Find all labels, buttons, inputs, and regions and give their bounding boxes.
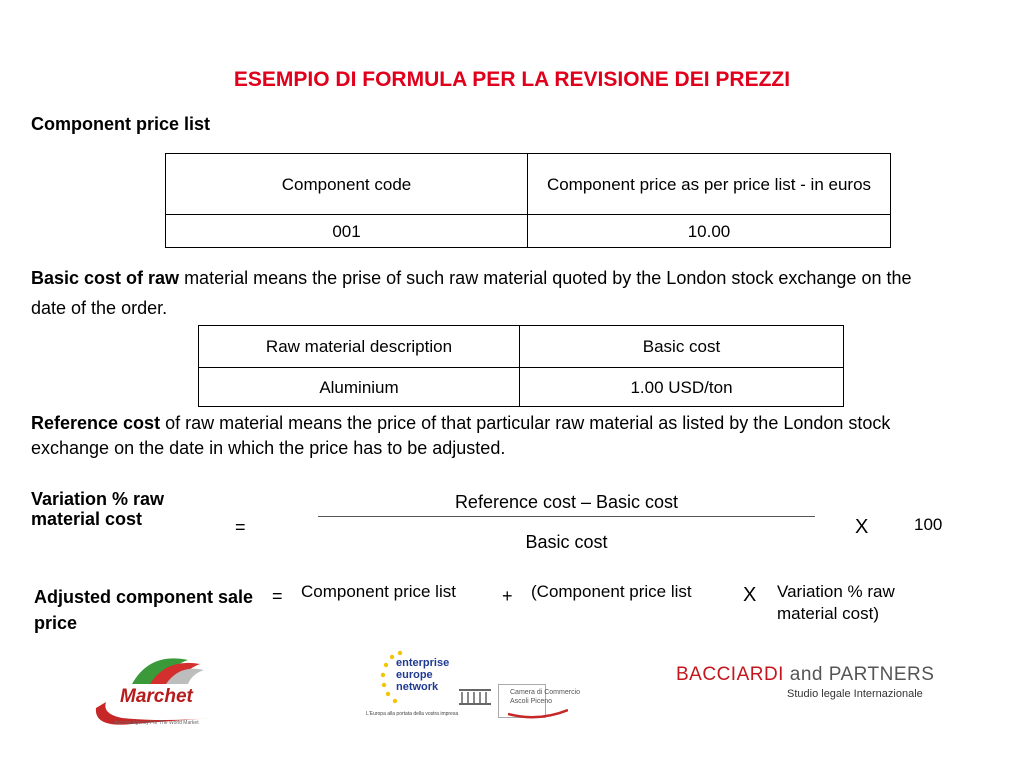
variation-numerator: Reference cost – Basic cost <box>454 492 679 512</box>
basic-cost-text: material means the prise of such raw material quoted by the London stock exchange on the date of the order. <box>31 268 912 318</box>
component-table <box>165 153 891 248</box>
component-code-cell: 001 <box>166 215 528 248</box>
adjusted-label: Adjusted component sale price <box>34 587 254 633</box>
adjusted-term-1: Component price list <box>301 582 456 601</box>
adjusted-equals: = <box>272 586 283 606</box>
marchet-logo <box>92 648 232 730</box>
marchet-name: Marchet <box>120 686 193 707</box>
adjusted-plus: + <box>502 586 513 606</box>
bacciardi-sub: Studio legale Internazionale <box>787 688 923 700</box>
adjusted-times: X <box>743 584 757 606</box>
variation-factor: 100 <box>914 515 943 534</box>
een-text: enterprise europe network <box>396 657 450 693</box>
reference-cost-term: Reference cost <box>31 413 161 433</box>
variation-denominator: Basic cost <box>525 532 608 552</box>
component-price-header: Component price as per price list - in euros <box>528 154 891 215</box>
variation-label: Variation % raw material cost <box>31 489 165 529</box>
raw-material-table <box>198 325 844 407</box>
een-logo <box>362 647 467 722</box>
raw-material-cell: Aluminium <box>199 368 520 407</box>
camera-logo <box>458 682 588 722</box>
reference-cost-paragraph <box>31 411 941 461</box>
bacciardi-logo <box>676 664 936 714</box>
component-price-cell: 10.00 <box>528 215 891 248</box>
component-code-header: Component code <box>166 154 528 215</box>
camera-text: Camera di Commercio Ascoli Piceno <box>510 689 581 705</box>
page-title: ESEMPIO DI FORMULA PER LA REVISIONE DEI PREZZI <box>233 68 791 91</box>
component-price-list-heading: Component price list <box>31 114 211 134</box>
marchet-tagline: Ancona Agency For The World Market <box>114 720 199 726</box>
building-icon <box>458 686 492 706</box>
adjusted-term-3: Variation % raw material cost) <box>777 582 895 623</box>
variation-times: X <box>855 516 869 538</box>
fraction-line <box>318 516 815 517</box>
basic-cost-term: Basic cost of raw <box>31 268 180 288</box>
basic-cost-header: Basic cost <box>520 326 844 368</box>
partners-name: and PARTNERS <box>783 664 935 685</box>
adjusted-term-2: (Component price list <box>531 582 692 601</box>
camera-swoosh <box>508 708 568 720</box>
reference-cost-text: of raw material means the price of that particular raw material as listed by the London stock exchange on the date in which the price has to be adjusted. <box>31 413 891 458</box>
basic-cost-cell: 1.00 USD/ton <box>520 368 844 407</box>
basic-cost-paragraph <box>31 263 931 323</box>
variation-equals: = <box>235 517 246 537</box>
bacciardi-name: BACCIARDI <box>676 664 784 685</box>
een-tagline: L'Europa alla portata della vostra impresa <box>366 711 459 717</box>
raw-material-header: Raw material description <box>199 326 520 368</box>
